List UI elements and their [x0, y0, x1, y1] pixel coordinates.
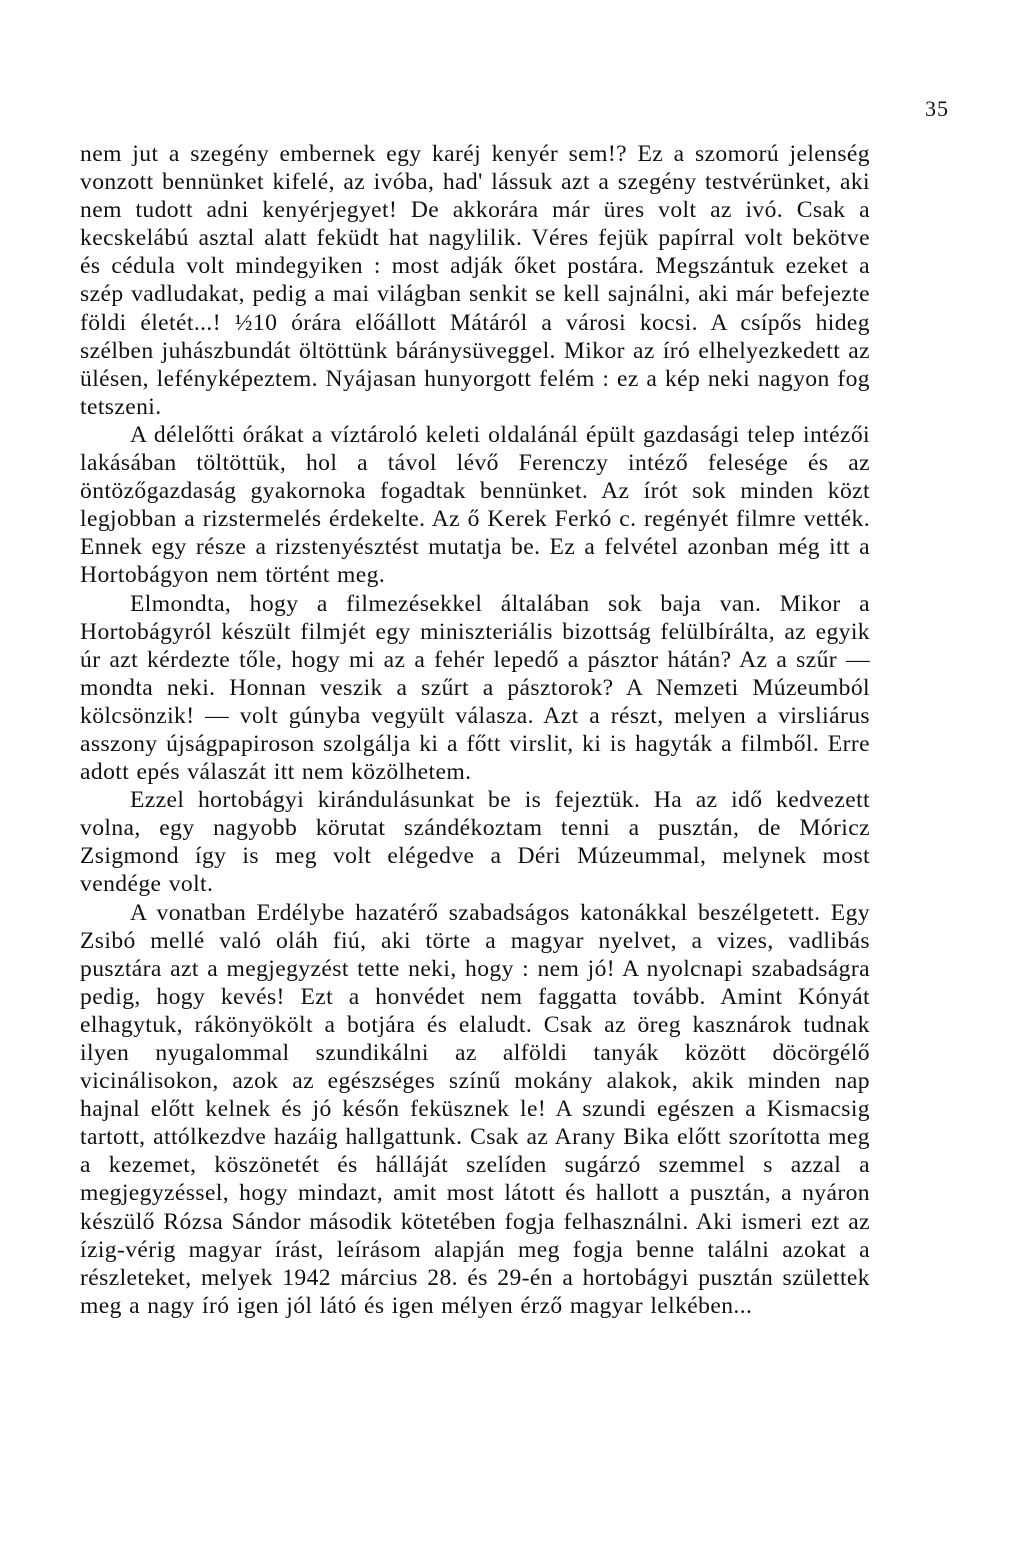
paragraph-5: A vonatban Erdélybe hazatérő szabadságos katonákkal beszélgetett. Egy Zsibó mellé való oláh fiú, aki törte a magyar nyelvet, a vizes, vadlibás pusztára azt a megjegyzést tette neki, hogy : nem jó! A nyolcnapi szabadságra pedig, hogy kevés! Ezt a honvédet nem faggatta tovább. Amint Kónyát elhagytuk, rákönyökölt a botjára és elaludt. Csak az öreg kasznárok tudnak ilyen nyugalommal szundikálni az alföldi tanyák között döcörgélő vicinálisokon, azok az egészséges színű mokány alakok, akik minden nap hajnal előtt kelnek és jó későn feküsznek le! A szundi egészen a Kismacsig tartott, attólkezdve hazáig hallgattunk. Csak az Arany Bika előtt szorította meg a kezemet, köszönetét és hálláját szelíden sugárzó szemmel s azzal a megjegyzéssel, hogy mindazt, amit most látott és hallott a pusztán, a nyáron készülő Rózsa Sándor második kötetében fogja felhasználni. Aki ismeri ezt az ízig-vérig magyar írást, leírásom alapján meg fogja benne találni azokat a részleteket, melyek 1942 március 28. és 29-én a hortobágyi pusztán születtek meg a nagy író igen jól látó és igen mélyen érző magyar lelkében...: [80, 899, 870, 1319]
page-number: 35: [925, 96, 949, 121]
paragraph-4: Ezzel hortobágyi kirándulásunkat be is fejeztük. Ha az idő kedvezett volna, egy nagyobb körutat szándékoztam tenni a pusztán, de Móricz Zsigmond így is meg volt elégedve a Déri Múzeummal, melynek most vendége volt.: [80, 787, 870, 898]
paragraph-2: A délelőtti órákat a víztároló keleti oldalánál épült gazdasági telep intézői lakásában töltöttük, hol a távol lévő Ferenczy intéző felesége és az öntözőgazdaság gyakornoka fogadtak bennünket. Az írót sok minden közt legjobban a rizstermelés érdekelte. Az ő Kerek Ferkó c. regényét filmre vették. Ennek egy része a rizstenyésztést mutatja be. Ez a felvétel azonban még itt a Hortobágyon nem történt meg.: [80, 421, 870, 589]
body-text: [80, 140, 870, 1320]
paragraph-1: nem jut a szegény embernek egy karéj kenyér sem!? Ez a szomorú jelenség vonzott bennünket kifelé, az ivóba, had' lássuk azt a szegény testvérünket, aki nem tudott adni kenyérjegyet! De akkorára már üres volt az ivó. Csak a kecskelábú asztal alatt feküdt hat nagylilik. Véres fejük papírral volt bekötve és cédula volt mindegyiken : most adják őket postára. Megszántuk ezeket a szép vadludakat, pedig a mai világban senkit se kell sajnálni, aki már befejezte földi életét...! ½10 órára előállott Mátáról a városi kocsi. A csípős hideg szélben juhászbundát öltöttünk báránysüveggel. Mikor az író elhelyezkedett az ülésen, lefényképeztem. Nyájasan hunyorgott felém : ez a kép neki nagyon fog tetszeni.: [80, 141, 870, 420]
paragraph-3: Elmondta, hogy a filmezésekkel általában sok baja van. Mikor a Hortobágyról készült filmjét egy miniszteriális bizottság felülbírálta, az egyik úr azt kérdezte tőle, hogy mi az a fehér lepedő a pásztor hátán? Az a szűr — mondta neki. Honnan veszik a szűrt a pásztorok? A Nemzeti Múzeumból kölcsönzik! — volt gúnyba vegyült válasza. Azt a részt, melyen a virsliárus asszony újságpapiroson szolgálja ki a főtt virslit, ki is hagyták a filmből. Erre adott epés válaszát itt nem közölhetem.: [80, 590, 870, 786]
